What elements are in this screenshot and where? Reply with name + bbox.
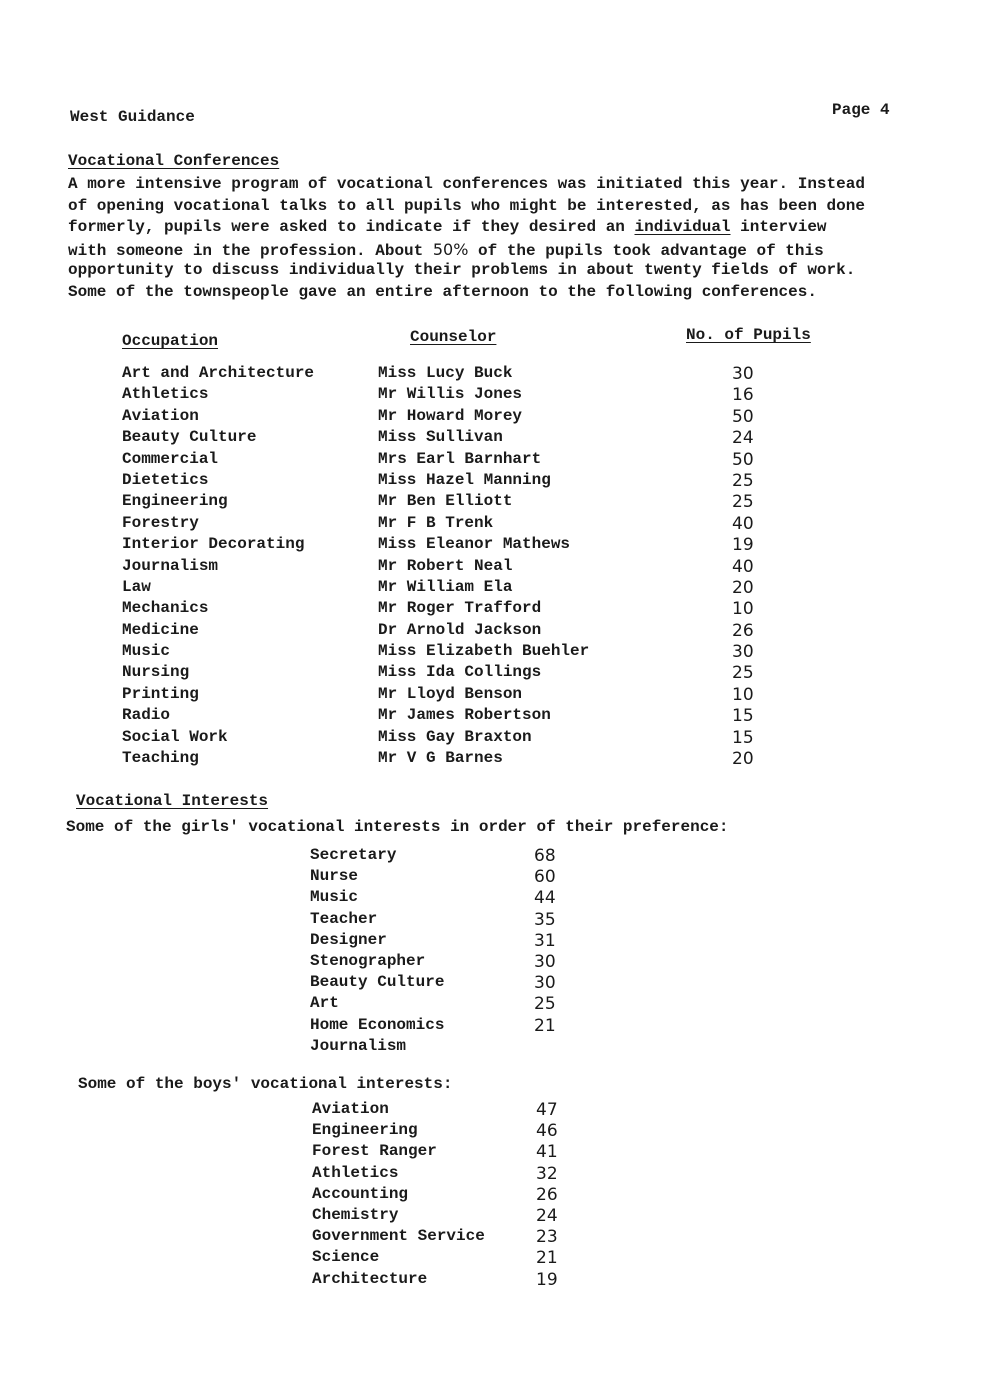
counselor-cell: Mr James Robertson bbox=[378, 706, 551, 725]
occupation-cell: Printing bbox=[122, 684, 199, 703]
interest-count: 19 bbox=[536, 1269, 558, 1290]
pupils-cell: 15 bbox=[732, 727, 754, 748]
counselor-cell: Mr William Ela bbox=[378, 577, 513, 596]
interest-count: 24 bbox=[536, 1205, 558, 1226]
interest-count: 30 bbox=[534, 973, 556, 994]
occupation-cell: Radio bbox=[122, 706, 171, 725]
interest-count: 41 bbox=[536, 1142, 558, 1163]
pupils-cell: 15 bbox=[732, 706, 754, 727]
counselor-cell: Mr Robert Neal bbox=[378, 556, 513, 575]
pupils-cell: 25 bbox=[732, 492, 754, 513]
interest-count: 68 bbox=[534, 846, 556, 866]
interest-count: 31 bbox=[534, 930, 556, 951]
occupation-cell: Commercial bbox=[122, 449, 219, 468]
occupation-cell: Interior Decorating bbox=[122, 535, 305, 554]
interest-name: Architecture bbox=[312, 1269, 428, 1288]
interest-count: 26 bbox=[536, 1184, 558, 1205]
paragraph-text: of the pupils took advantage of this bbox=[468, 241, 824, 260]
interest-count: 25 bbox=[534, 994, 556, 1015]
occupation-cell: Medicine bbox=[122, 620, 199, 639]
paragraph-text: formerly, pupils were asked to indicate if they desired an bbox=[68, 218, 635, 236]
occupation-cell: Nursing bbox=[122, 663, 190, 682]
interest-count: 46 bbox=[536, 1121, 558, 1142]
interest-name: Designer bbox=[310, 930, 387, 949]
handwritten-percent: 50% bbox=[432, 239, 469, 259]
interest-name: Journalism bbox=[310, 1036, 407, 1055]
paragraph-line bbox=[68, 239, 968, 261]
pupils-cell: 19 bbox=[732, 535, 754, 556]
intro-paragraph bbox=[68, 174, 968, 303]
pupils-cell: 30 bbox=[732, 364, 754, 384]
interest-count: 44 bbox=[534, 888, 556, 909]
paragraph-line bbox=[68, 217, 968, 239]
occupation-cell: Law bbox=[122, 577, 151, 596]
pupils-cell: 25 bbox=[732, 470, 754, 491]
interest-count: 30 bbox=[534, 951, 556, 972]
occupation-cell: Beauty Culture bbox=[122, 428, 257, 447]
counselor-cell: Mr Lloyd Benson bbox=[378, 684, 523, 703]
counselor-cell: Miss Ida Collings bbox=[378, 663, 542, 682]
page-number: Page 4 bbox=[832, 101, 890, 119]
pupils-cell: 16 bbox=[732, 385, 754, 406]
paragraph-text: interview bbox=[730, 218, 827, 236]
section-heading-interests: Vocational Interests bbox=[76, 792, 269, 810]
pupils-cell: 24 bbox=[732, 428, 754, 449]
interest-name: Science bbox=[312, 1248, 380, 1267]
counselor-cell: Miss Sullivan bbox=[378, 428, 503, 447]
interest-name: Stenographer bbox=[310, 951, 426, 970]
occupation-cell: Music bbox=[122, 642, 171, 661]
counselor-cell: Miss Lucy Buck bbox=[378, 364, 513, 382]
occupation-cell: Art and Architecture bbox=[122, 364, 315, 382]
counselor-cell: Miss Gay Braxton bbox=[378, 727, 532, 746]
interest-name: Home Economics bbox=[310, 1015, 445, 1034]
interest-name: Chemistry bbox=[312, 1205, 399, 1224]
paragraph-line: opportunity to discuss individually their problems in about twenty fields of work. bbox=[68, 261, 856, 279]
pupils-cell: 20 bbox=[732, 577, 754, 598]
interest-name: Aviation bbox=[312, 1100, 389, 1118]
interest-count: 32 bbox=[536, 1163, 558, 1184]
column-header-counselor: Counselor bbox=[410, 328, 497, 346]
interest-count: 35 bbox=[534, 909, 556, 930]
counselor-cell: Miss Elizabeth Buehler bbox=[378, 642, 590, 661]
interest-name: Forest Ranger bbox=[312, 1142, 437, 1161]
interest-name: Music bbox=[310, 888, 359, 907]
counselor-cell: Mr Ben Elliott bbox=[378, 492, 513, 511]
occupation-cell: Athletics bbox=[122, 385, 209, 404]
pupils-cell: 10 bbox=[732, 684, 754, 705]
pupils-cell: 20 bbox=[732, 749, 754, 770]
counselor-cell: Mr Willis Jones bbox=[378, 385, 523, 404]
occupation-cell: Journalism bbox=[122, 556, 219, 575]
document-title: West Guidance bbox=[70, 108, 195, 126]
counselor-cell: Dr Arnold Jackson bbox=[378, 620, 542, 639]
pupils-cell: 25 bbox=[732, 663, 754, 684]
pupils-cell: 26 bbox=[732, 620, 754, 641]
occupation-cell: Teaching bbox=[122, 749, 199, 768]
interest-name: Athletics bbox=[312, 1163, 399, 1182]
section-heading-conferences: Vocational Conferences bbox=[68, 152, 280, 170]
interest-name: Engineering bbox=[312, 1121, 418, 1140]
interest-name: Government Service bbox=[312, 1227, 485, 1246]
pupils-cell: 50 bbox=[732, 449, 754, 470]
counselor-cell: Miss Eleanor Mathews bbox=[378, 535, 571, 554]
counselor-cell: Mr Roger Trafford bbox=[378, 599, 542, 618]
interest-count: 21 bbox=[536, 1248, 558, 1269]
occupation-cell: Mechanics bbox=[122, 599, 209, 618]
column-header-pupils: No. of Pupils bbox=[686, 326, 811, 344]
counselor-cell: Mr F B Trenk bbox=[378, 513, 494, 532]
interest-name: Art bbox=[310, 994, 339, 1013]
pupils-cell: 50 bbox=[732, 406, 754, 427]
column-header-occupation: Occupation bbox=[122, 332, 219, 350]
interest-name: Accounting bbox=[312, 1184, 409, 1203]
occupation-cell: Aviation bbox=[122, 406, 199, 425]
paragraph-line: A more intensive program of vocational conferences was initiated this year. Instead bbox=[68, 175, 865, 193]
occupation-cell: Engineering bbox=[122, 492, 228, 511]
interest-count: 60 bbox=[534, 867, 556, 888]
pupils-cell: 10 bbox=[732, 599, 754, 620]
underlined-word: individual bbox=[634, 218, 731, 236]
counselor-cell: Mr Howard Morey bbox=[378, 406, 523, 425]
pupils-cell: 30 bbox=[732, 642, 754, 663]
occupation-cell: Forestry bbox=[122, 513, 199, 532]
boys-intro: Some of the boys' vocational interests: bbox=[78, 1075, 453, 1093]
pupils-cell: 40 bbox=[732, 513, 754, 534]
interest-count: 21 bbox=[534, 1015, 556, 1036]
interest-name: Teacher bbox=[310, 909, 378, 928]
interest-count: 23 bbox=[536, 1227, 558, 1248]
interest-count: 47 bbox=[536, 1100, 558, 1120]
interest-name: Secretary bbox=[310, 846, 397, 864]
counselor-cell: Mrs Earl Barnhart bbox=[378, 449, 542, 468]
interest-name: Nurse bbox=[310, 867, 359, 886]
paragraph-line: Some of the townspeople gave an entire afternoon to the following conferences. bbox=[68, 282, 817, 301]
pupils-cell: 40 bbox=[732, 556, 754, 577]
paragraph-line: of opening vocational talks to all pupils who might be interested, as has been done bbox=[68, 196, 865, 215]
paragraph-text: with someone in the profession. About bbox=[68, 241, 433, 260]
occupation-cell: Social Work bbox=[122, 727, 228, 746]
counselor-cell: Miss Hazel Manning bbox=[378, 470, 551, 489]
occupation-cell: Dietetics bbox=[122, 470, 209, 489]
counselor-cell: Mr V G Barnes bbox=[378, 749, 503, 768]
girls-intro: Some of the girls' vocational interests in order of their preference: bbox=[66, 818, 729, 836]
interest-name: Beauty Culture bbox=[310, 973, 445, 992]
